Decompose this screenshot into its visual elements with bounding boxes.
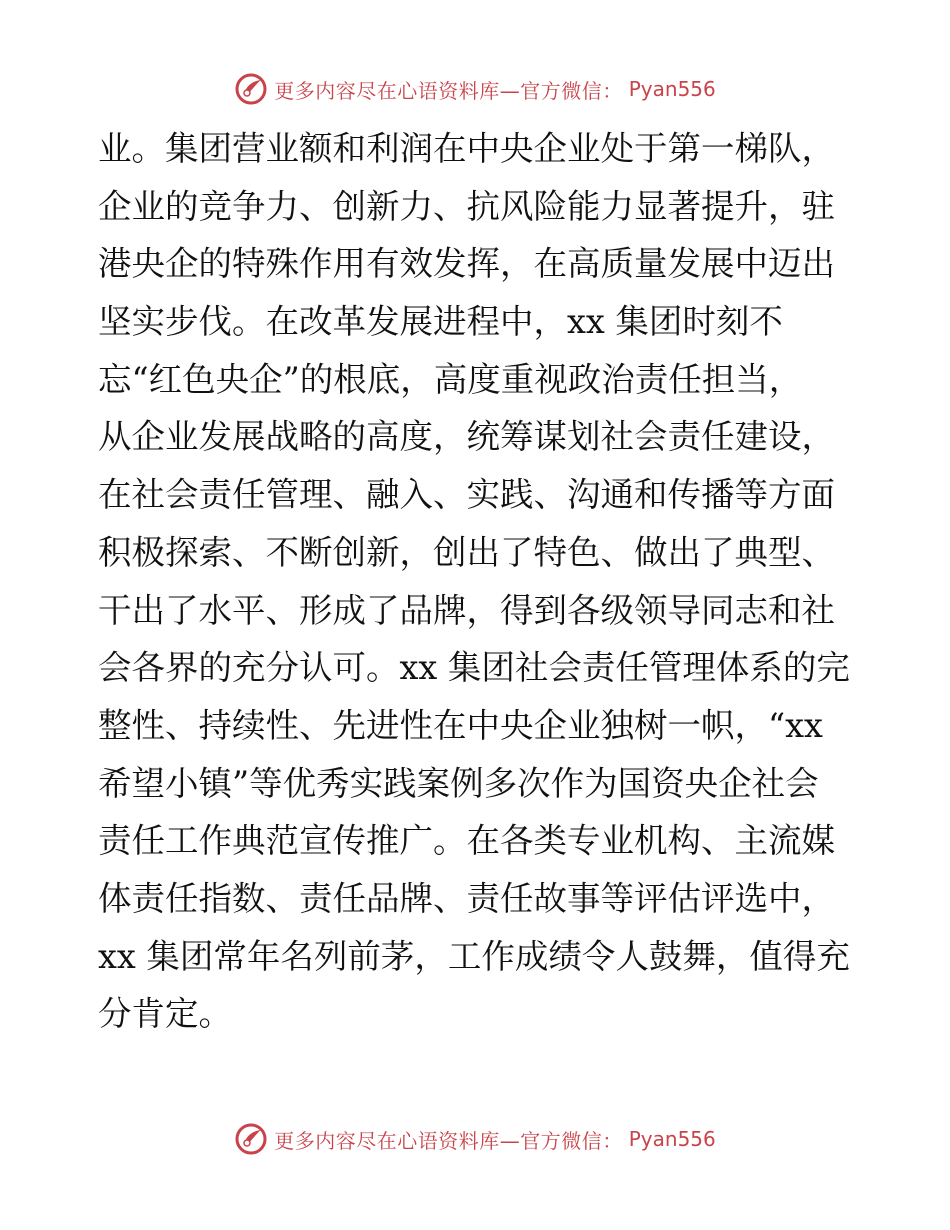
brand-logo-icon [234,1122,268,1156]
watermark-wechat-id: Pyan556 [628,77,716,101]
text-line: 责任工作典范宣传推广。在各类专业机构、主流媒 [98,821,835,861]
text-line: 希望小镇”等优秀实践案例多次作为国资央企社会 [98,763,819,803]
text-line: xx 集团常年名列前茅，工作成绩令人鼓舞，值得充 [98,936,850,976]
document-body [98,120,858,1043]
text-line: 忘“红色央企”的根底，高度重视政治责任担当， [98,359,803,399]
header-watermark [0,72,950,106]
watermark-text: 更多内容尽在心语资料库—官方微信： [274,1128,623,1153]
text-line: 会各界的充分认可。xx 集团社会责任管理体系的完 [98,648,850,688]
text-line: 企业的竞争力、创新力、抗风险能力显著提升，驻 [98,186,835,226]
text-line: 业。集团营业额和利润在中央企业处于第一梯队， [98,129,835,168]
brand-logo-icon [234,72,268,106]
text-line: 分肯定。 [98,994,232,1034]
watermark-wechat-id: Pyan556 [628,1127,716,1151]
text-line: 从企业发展战略的高度，统筹谋划社会责任建设， [98,417,835,457]
text-line: 体责任指数、责任品牌、责任故事等评估评选中， [98,878,835,918]
text-line: 港央企的特殊作用有效发挥，在高质量发展中迈出 [98,244,835,284]
text-line: 坚实步伐。在改革发展进程中，xx 集团时刻不 [98,302,783,342]
watermark-text: 更多内容尽在心语资料库—官方微信： [274,78,623,103]
footer-watermark [0,1122,950,1156]
text-line: 干出了水平、形成了品牌，得到各级领导同志和社 [98,590,835,630]
text-line: 整性、持续性、先进性在中央企业独树一帜，“xx [98,705,823,745]
text-line: 在社会责任管理、融入、实践、沟通和传播等方面 [98,475,835,515]
text-line: 积极探索、不断创新，创出了特色、做出了典型、 [98,532,835,572]
